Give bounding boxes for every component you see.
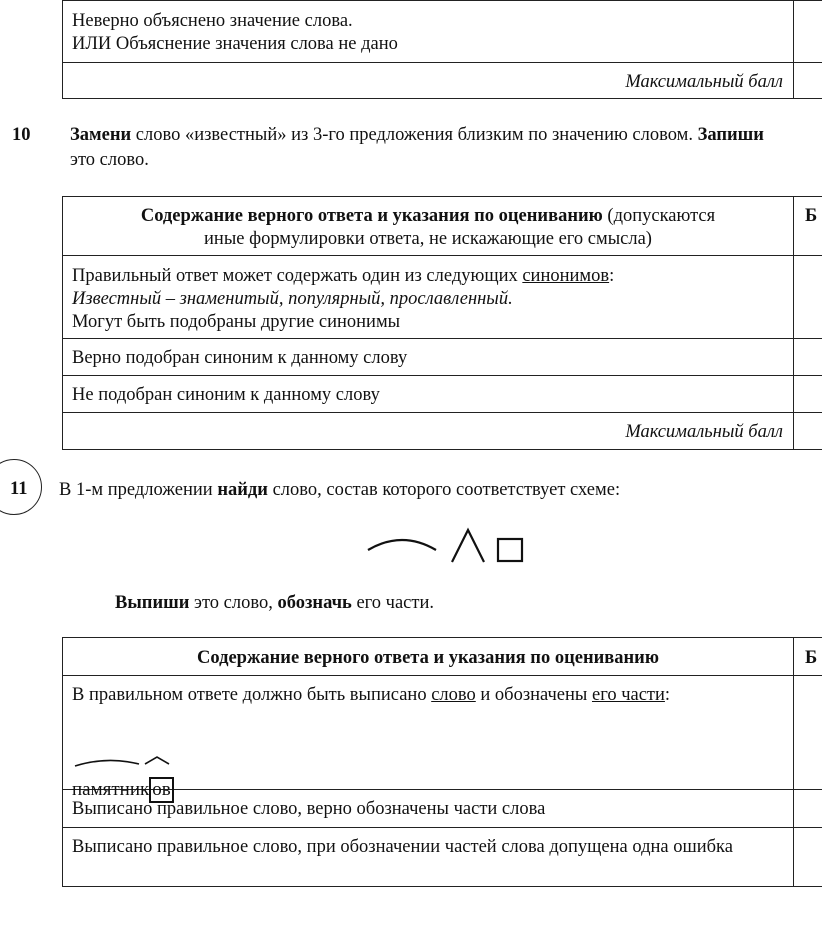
ending-box-icon — [498, 539, 522, 561]
q11-scoring-table — [62, 637, 822, 887]
table-header-bold: Содержание верного ответа и указания по оцениванию — [140, 206, 603, 226]
table-header-line1 — [63, 205, 793, 227]
verb-oboznach: обозначь — [277, 593, 352, 613]
table-row — [62, 790, 822, 828]
table-row-max — [62, 63, 822, 99]
verb-naydi: найди — [217, 480, 268, 500]
max-score-label: Максимальный балл — [625, 422, 783, 442]
table-header-score: Б — [805, 648, 818, 668]
row-text-line2: ИЛИ Объяснение значения слова не дано — [72, 34, 398, 54]
criterion-wrong: Не подобран синоним к данному слову — [72, 385, 380, 405]
answer-line3: Могут быть подобраны другие синонимы — [72, 312, 401, 332]
table-header-row — [62, 638, 822, 676]
answer-text: Правильный ответ может содержать один из следующих — [72, 266, 523, 286]
question-11-text-b: слово, состав которого соответствует схеме: — [267, 480, 621, 500]
question-number-11: 11 — [10, 479, 28, 499]
question-11-text — [59, 479, 620, 501]
answer-text-b: и обозначены — [475, 685, 592, 705]
write-text-2: его части. — [351, 593, 434, 613]
answer-text-a: В правильном ответе должно быть выписано — [72, 685, 432, 705]
row-text-line1: Неверно объяснено значение слова. — [72, 11, 353, 31]
table-row — [62, 376, 822, 413]
criterion-one-error: Выписано правильное слово, при обозначении частей слова допущена одна ошибка — [72, 837, 733, 857]
question-10-body: слово «известный» из 3-го предложения близким по значению словом. — [131, 125, 698, 145]
suffix-caret-icon — [145, 757, 169, 764]
table-header-row — [62, 197, 822, 256]
word-morpheme-arcs — [73, 754, 183, 772]
q10-scoring-table — [62, 196, 822, 450]
answer-colon: : — [664, 685, 671, 705]
answer-line — [72, 684, 670, 706]
verb-zameni: Замени — [70, 125, 132, 145]
answer-line1 — [72, 265, 614, 287]
table-row-max — [62, 413, 822, 450]
root-arc-icon — [75, 760, 139, 766]
max-score-label: Максимальный балл — [625, 72, 783, 92]
question-11-text-a: В 1-м предложении — [59, 480, 218, 500]
table-header-note: (допускаются — [602, 206, 716, 226]
table-header-score: Б — [805, 206, 818, 226]
table-row-answer — [62, 676, 822, 800]
verb-vypishi: Выпиши — [115, 593, 190, 613]
table-header-line2: иные формулировки ответа, не искажающие его смысла) — [204, 229, 652, 249]
answer-parts-underlined: его части — [591, 685, 665, 705]
suffix-caret-icon — [452, 530, 484, 562]
answer-colon: : — [609, 266, 615, 286]
question-10-text-line2: это слово. — [70, 150, 149, 170]
criterion-correct: Верно подобран синоним к данному слову — [72, 348, 408, 368]
question-10-text — [70, 124, 764, 146]
write-instruction — [115, 592, 434, 614]
root-arc-icon — [368, 540, 436, 550]
verb-zapishi: Запиши — [697, 125, 764, 145]
word-ending-boxed: ов — [149, 777, 173, 803]
criterion-correct: Выписано правильное слово, верно обозначены части слова — [72, 799, 546, 819]
top-scoring-table — [62, 0, 822, 99]
table-row — [62, 1, 822, 63]
table-row — [62, 339, 822, 376]
write-text-1: это слово, — [189, 593, 278, 613]
word-scheme — [360, 522, 530, 568]
answer-synonyms-list: Известный – знаменитый, популярный, прославленный. — [72, 289, 513, 309]
answer-word-underlined: слово — [431, 685, 476, 705]
question-number-10: 10 — [12, 125, 31, 145]
word-stem: памятник — [72, 779, 150, 800]
answer-synonyms-word: синонимов — [522, 266, 610, 286]
table-header: Содержание верного ответа и указания по оцениванию — [197, 648, 659, 668]
table-row — [62, 828, 822, 887]
table-row-answer — [62, 256, 822, 339]
